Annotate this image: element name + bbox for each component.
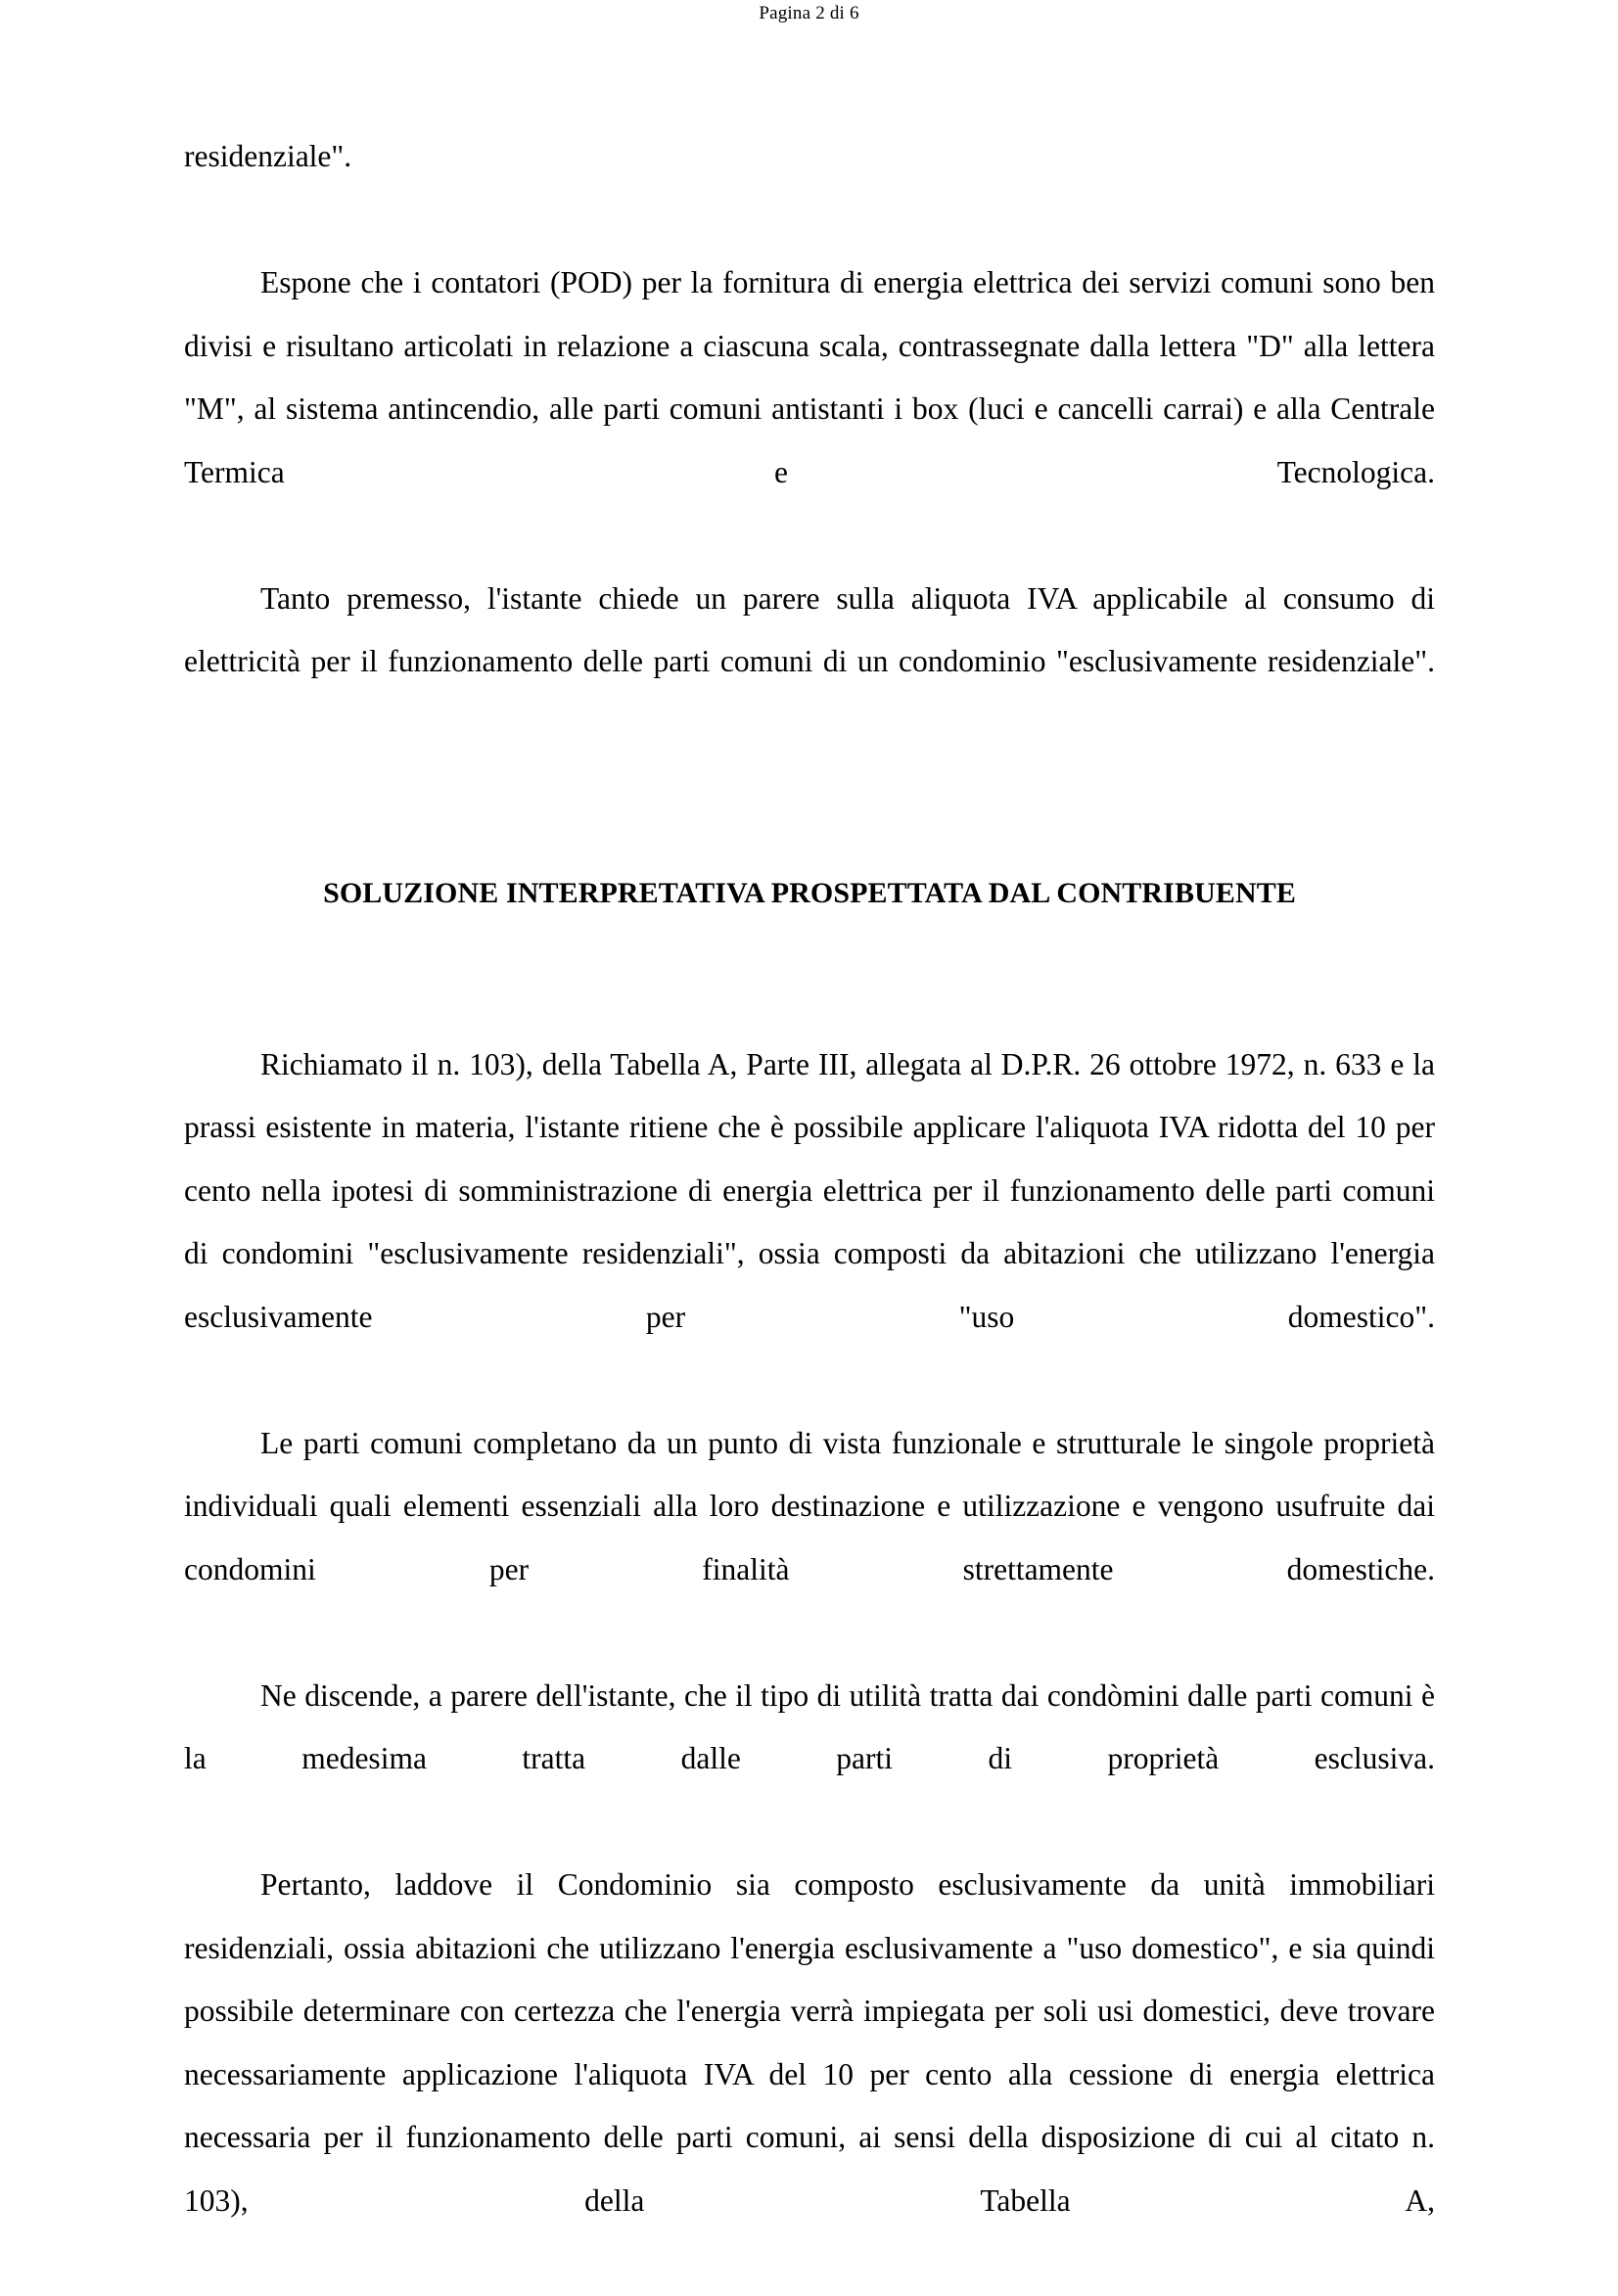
paragraph-ne-discende: Ne discende, a parere dell'istante, che il tipo di utilità tratta dai condòmini dalle parti comuni è la medesima tratta dalle parti di proprietà esclusiva. — [184, 1677, 1435, 1775]
paragraph-tanto-premesso: Tanto premesso, l'istante chiede un parere sulla aliquota IVA applicabile al consumo di elettricità per il funzionamento delle parti comuni di un condominio "esclusivamente residenziale". — [184, 580, 1435, 678]
paragraph-espone-contatori: Espone che i contatori (POD) per la fornitura di energia elettrica dei servizi comuni sono ben divisi e risultano articolati in relazione a ciascuna scala, contrassegnate dalla lettera "D" alla lettera "M", al sistema antincendio, alle parti comuni antistanti i box (luci e cancelli carrai) e alla Centrale Termica e Tecnologica. — [184, 265, 1435, 489]
paragraph-richiamato-tabella: Richiamato il n. 103), della Tabella A, Parte III, allegata al D.P.R. 26 ottobre 1972, n. 633 e la prassi esistente in materia, l'istante ritiene che è possibile applicare l'aliquota IVA ridotta del 10 per cento nella ipotesi di somministrazione di energia elettrica per il funzionamento delle parti comuni di condomini "esclusivamente residenziali", ossia composti da abitazioni che utilizzano l'energia esclusivamente per "uso domestico". — [184, 1046, 1435, 1334]
page-number-indicator: Pagina 2 di 6 — [759, 3, 859, 23]
paragraph-parti-comuni-completano: Le parti comuni completano da un punto di vista funzionale e strutturale le singole proprietà individuali quali elementi essenziali alla loro destinazione e utilizzazione e vengono usufruite dai condomini per finalità strettamente domestiche. — [184, 1425, 1435, 1586]
paragraph-residenziale-continuation: residenziale". — [184, 139, 352, 173]
section-heading-soluzione-interpretativa: SOLUZIONE INTERPRETATIVA PROSPETTATA DAL CONTRIBUENTE — [323, 877, 1296, 909]
heading-spacer-bottom — [184, 926, 1435, 1033]
paragraph-pertanto-laddove: Pertanto, laddove il Condominio sia composto esclusivamente da unità immobiliari residenziali, ossia abitazioni che utilizzano l'energia esclusivamente a "uso domestico", e sia quindi possibile determinare con certezza che l'energia verrà impiegata per soli usi domestici, deve trovare necessariamente applicazione l'aliquota IVA del 10 per cento alla cessione di energia elettrica necessaria per il funzionamento delle parti comuni, ai sensi della disposizione di cui al citato n. 103), della Tabella A, — [184, 1867, 1435, 2218]
heading-spacer-top — [184, 757, 1435, 862]
page-header — [0, 0, 1618, 27]
document-body — [184, 125, 1435, 2296]
